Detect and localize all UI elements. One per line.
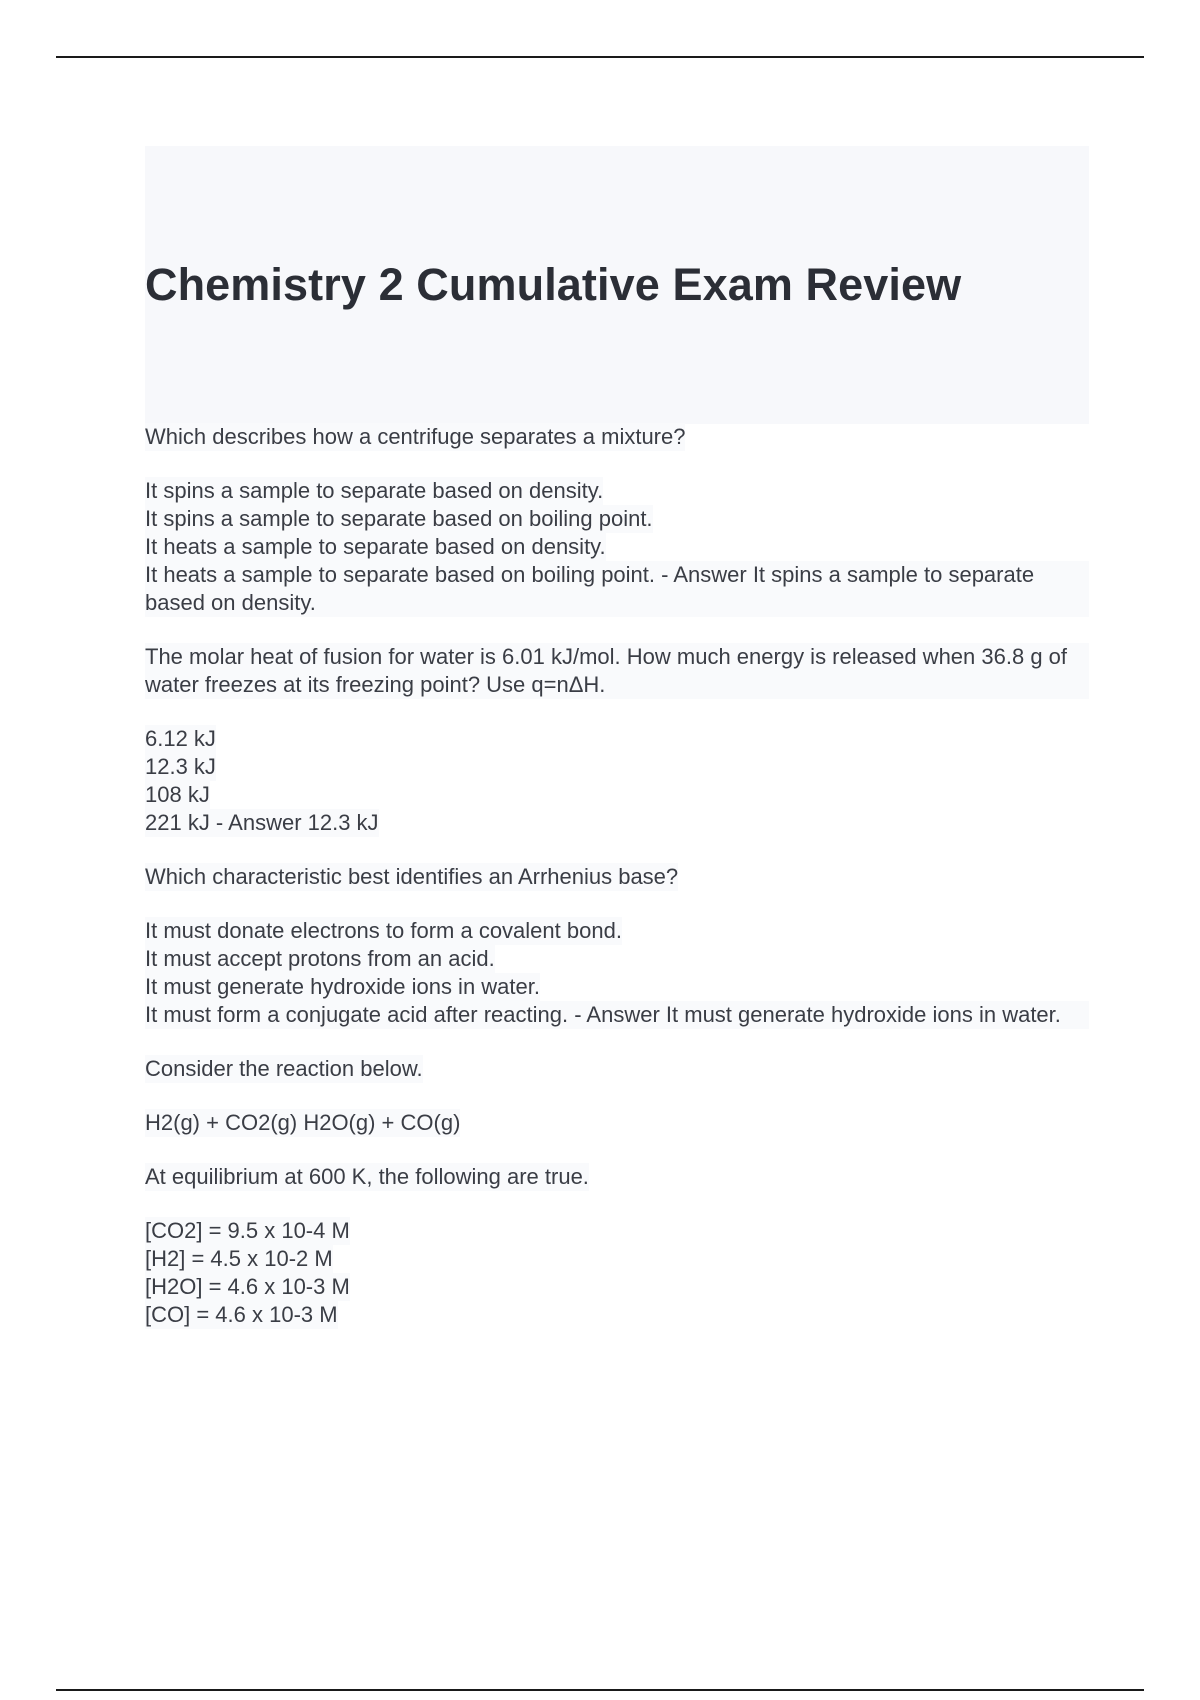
option-line: It must donate electrons to form a covalent bond. — [145, 918, 622, 943]
option-line-with-answer: It heats a sample to separate based on boiling point. - Answer It spins a sample to separate based on density. — [145, 561, 1089, 617]
question-text: The molar heat of fusion for water is 6.01 kJ/mol. How much energy is released when 36.8 g of water freezes at its freezing point? Use q=nΔH. — [145, 643, 1089, 699]
reaction-equation — [145, 1109, 1089, 1137]
concentration-line: [H2] = 4.5 x 10-2 M — [145, 1246, 333, 1271]
question-text: Which characteristic best identifies an Arrhenius base? — [145, 864, 679, 889]
question-2-options — [145, 725, 1089, 837]
question-4 — [145, 1055, 1089, 1083]
page-title: Chemistry 2 Cumulative Exam Review — [145, 259, 962, 310]
equation-text: H2(g) + CO2(g) H2O(g) + CO(g) — [145, 1110, 461, 1135]
concentration-line: [CO] = 4.6 x 10-3 M — [145, 1302, 338, 1327]
concentration-list — [145, 1217, 1089, 1329]
bottom-rule — [56, 1689, 1144, 1691]
document-body — [145, 423, 1089, 1329]
concentration-line: [CO2] = 9.5 x 10-4 M — [145, 1218, 350, 1243]
option-line: 12.3 kJ — [145, 754, 216, 779]
question-text: Consider the reaction below. — [145, 1056, 423, 1081]
statement-text: At equilibrium at 600 K, the following are true. — [145, 1164, 589, 1189]
option-line: It spins a sample to separate based on density. — [145, 478, 604, 503]
option-line: It heats a sample to separate based on density. — [145, 534, 606, 559]
option-line: It must generate hydroxide ions in water. — [145, 974, 540, 999]
equilibrium-statement — [145, 1163, 1089, 1191]
question-1-options — [145, 477, 1089, 617]
top-rule — [56, 56, 1144, 58]
option-line-with-answer: It must form a conjugate acid after reacting. - Answer It must generate hydroxide ions in water. — [145, 1001, 1089, 1029]
option-line: It spins a sample to separate based on boiling point. — [145, 506, 653, 531]
concentration-line: [H2O] = 4.6 x 10-3 M — [145, 1274, 350, 1299]
option-line: 6.12 kJ — [145, 726, 216, 751]
question-2 — [145, 643, 1089, 699]
question-1 — [145, 423, 1089, 451]
option-line-with-answer: 221 kJ - Answer 12.3 kJ — [145, 810, 379, 835]
question-3 — [145, 863, 1089, 891]
option-line: 108 kJ — [145, 782, 210, 807]
question-3-options — [145, 917, 1089, 1029]
question-text: Which describes how a centrifuge separates a mixture? — [145, 424, 686, 449]
option-line: It must accept protons from an acid. — [145, 946, 495, 971]
